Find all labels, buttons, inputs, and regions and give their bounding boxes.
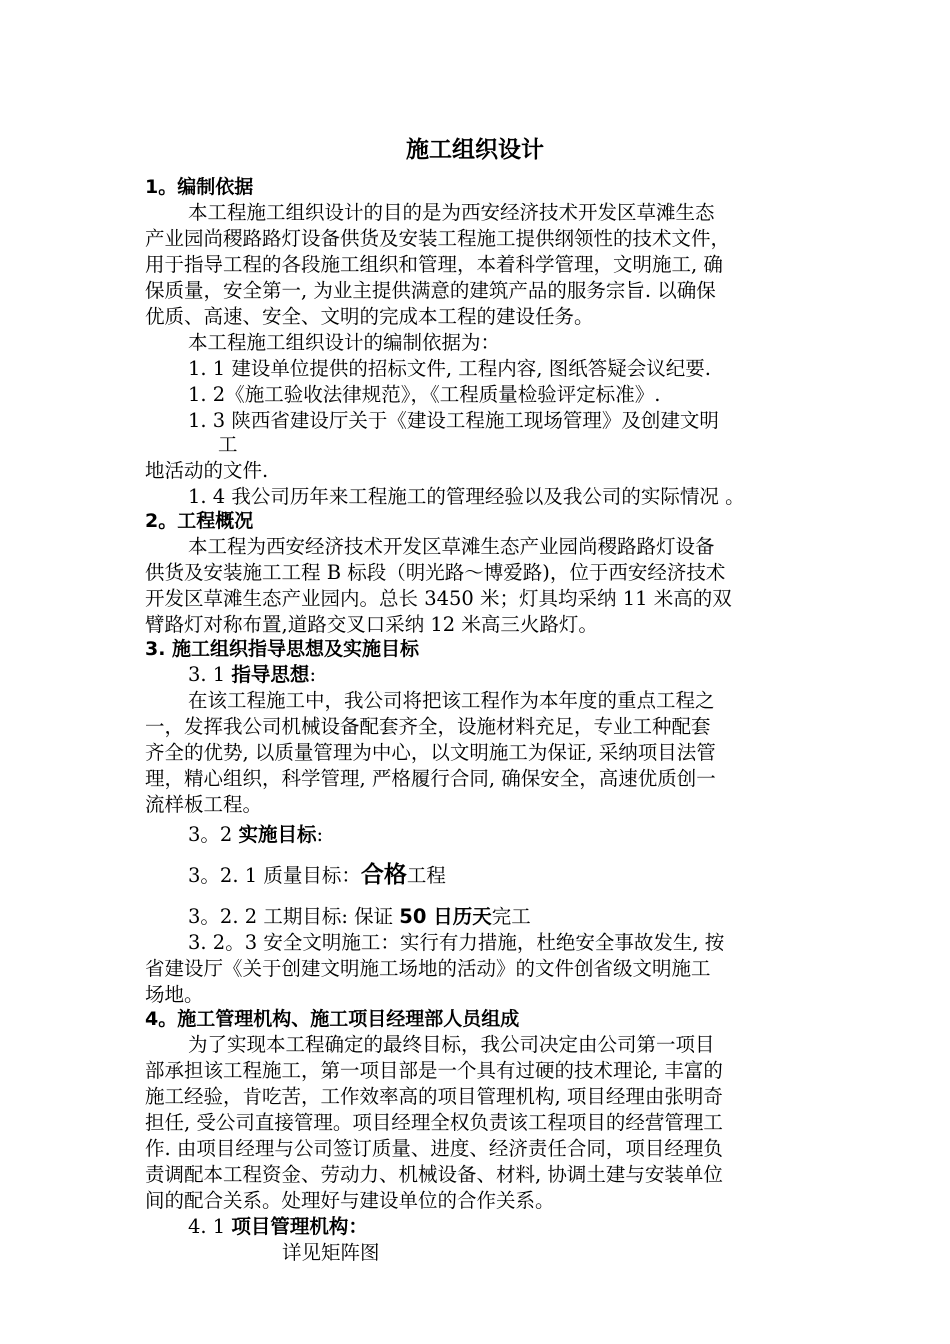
paragraph-line: 优质、高速、安全、文明的完成本工程的建设任务。 <box>145 305 594 328</box>
list-item: 1. 3 陕西省建设厅关于《建设工程施工现场管理》及创建文明 <box>188 409 719 432</box>
section-heading-3: 3. 施工组织指导思想及实施目标 <box>145 638 420 660</box>
schedule-target-suffix: 完工 <box>491 905 531 928</box>
subheading-label: 指导思想 <box>231 663 310 686</box>
paragraph-line: 供货及安装施工工程 B 标段（明光路～博爱路)，位于西安经济技术 <box>145 561 726 584</box>
quality-target-label: 3。2. 1 质量目标： <box>188 864 361 887</box>
paragraph-line: 3. 2。3 安全文明施工：实行有力措施，杜绝安全事故发生, 按 <box>188 931 725 954</box>
paragraph-line: 理，精心组织，科学管理, 严格履行合同, 确保安全，高速优质创一 <box>145 767 716 790</box>
page-title: 施工组织设计 <box>406 136 544 163</box>
paragraph-line: 产业园尚稷路路灯设备供货及安装工程施工提供纲领性的技术文件， <box>145 227 731 250</box>
paragraph-line: 齐全的优势, 以质量管理为中心，以文明施工为保证, 采纳项目法管 <box>145 741 716 764</box>
schedule-target-label: 3。2. 2 工期目标: 保证 <box>188 905 400 928</box>
quality-target-value: 合格 <box>360 862 407 888</box>
section-heading-4: 4。施工管理机构、施工项目经理部人员组成 <box>145 1008 520 1030</box>
section-heading-1: 1。编制依据 <box>145 176 254 198</box>
paragraph-line: 作. 由项目经理与公司签订质量、进度、经济责任合同，项目经理负 <box>145 1137 723 1160</box>
list-item: 1. 2《施工验收法律规范》，《工程质量检验评定标准》. <box>188 383 661 406</box>
paragraph-line: 部承担该工程施工，第一项目部是一个具有过硬的技术理论, 丰富的 <box>145 1059 723 1082</box>
list-item-wrap: 工 <box>218 433 238 456</box>
paragraph-line: 施工经验，肯吃苦，工作效率高的项目管理机构, 项目经理由张明奇 <box>145 1085 723 1108</box>
subheading-number: 4. 1 <box>188 1215 232 1238</box>
subheading-number: 3. 1 <box>188 663 232 686</box>
section-heading-2: 2。工程概况 <box>145 510 254 532</box>
subheading-label: 项目管理机构： <box>231 1215 368 1238</box>
subheading-colon: : <box>316 823 324 846</box>
paragraph-line: 场地。 <box>145 983 204 1006</box>
paragraph-line: 流样板工程。 <box>145 793 263 816</box>
paragraph-line: 本工程为西安经济技术开发区草滩生态产业园尚稷路路灯设备 <box>188 535 715 558</box>
paragraph-line: 为了实现本工程确定的最终目标，我公司决定由公司第一项目 <box>188 1033 715 1056</box>
list-item: 1. 1 建设单位提供的招标文件, 工程内容, 图纸答疑会议纪要. <box>188 357 711 380</box>
subheading-colon: : <box>309 663 317 686</box>
quality-target <box>188 862 446 889</box>
paragraph-line: 用于指导工程的各段施工组织和管理，本着科学管理，文明施工, 确 <box>145 253 723 276</box>
matrix-note: 详见矩阵图 <box>282 1241 380 1264</box>
paragraph-line: 责调配本工程资金、劳动力、机械设备、材料, 协调土建与安装单位 <box>145 1163 723 1186</box>
paragraph-line: 担任, 受公司直接管理。项目经理全权负责该工程项目的经营管理工 <box>145 1111 723 1134</box>
paragraph-line: 臂路灯对称布置,道路交叉口采纳 12 米高三火路灯。 <box>145 613 598 636</box>
subheading-number: 3。2 <box>188 823 239 846</box>
subheading-3-2 <box>188 822 323 848</box>
schedule-target <box>188 904 531 930</box>
paragraph-line: 一，发挥我公司机械设备配套齐全，设施材料充足，专业工种配套 <box>145 715 711 738</box>
list-item-wrap: 地活动的文件. <box>145 459 269 482</box>
subheading-3-1 <box>188 662 316 688</box>
subheading-label: 实施目标 <box>238 823 317 846</box>
list-item: 1. 4 我公司历年来工程施工的管理经验以及我公司的实际情况 。 <box>188 485 745 508</box>
quality-target-suffix: 工程 <box>406 864 446 887</box>
paragraph-line: 本工程施工组织设计的编制依据为： <box>188 331 501 354</box>
subheading-4-1 <box>188 1214 368 1240</box>
paragraph-line: 开发区草滩生态产业园内。总长 3450 米；灯具均采纳 11 米高的双 <box>145 587 732 610</box>
schedule-target-value: 50 日历天 <box>399 905 492 928</box>
paragraph-line: 在该工程施工中，我公司将把该工程作为本年度的重点工程之 <box>188 689 715 712</box>
paragraph-line: 保质量，安全第一, 为业主提供满意的建筑产品的服务宗旨. 以确保 <box>145 279 716 302</box>
paragraph-line: 间的配合关系。处理好与建设单位的合作关系。 <box>145 1189 555 1212</box>
paragraph-line: 本工程施工组织设计的目的是为西安经济技术开发区草滩生态 <box>188 201 715 224</box>
paragraph-line: 省建设厅《关于创建文明施工场地的活动》的文件创省级文明施工 <box>145 957 711 980</box>
